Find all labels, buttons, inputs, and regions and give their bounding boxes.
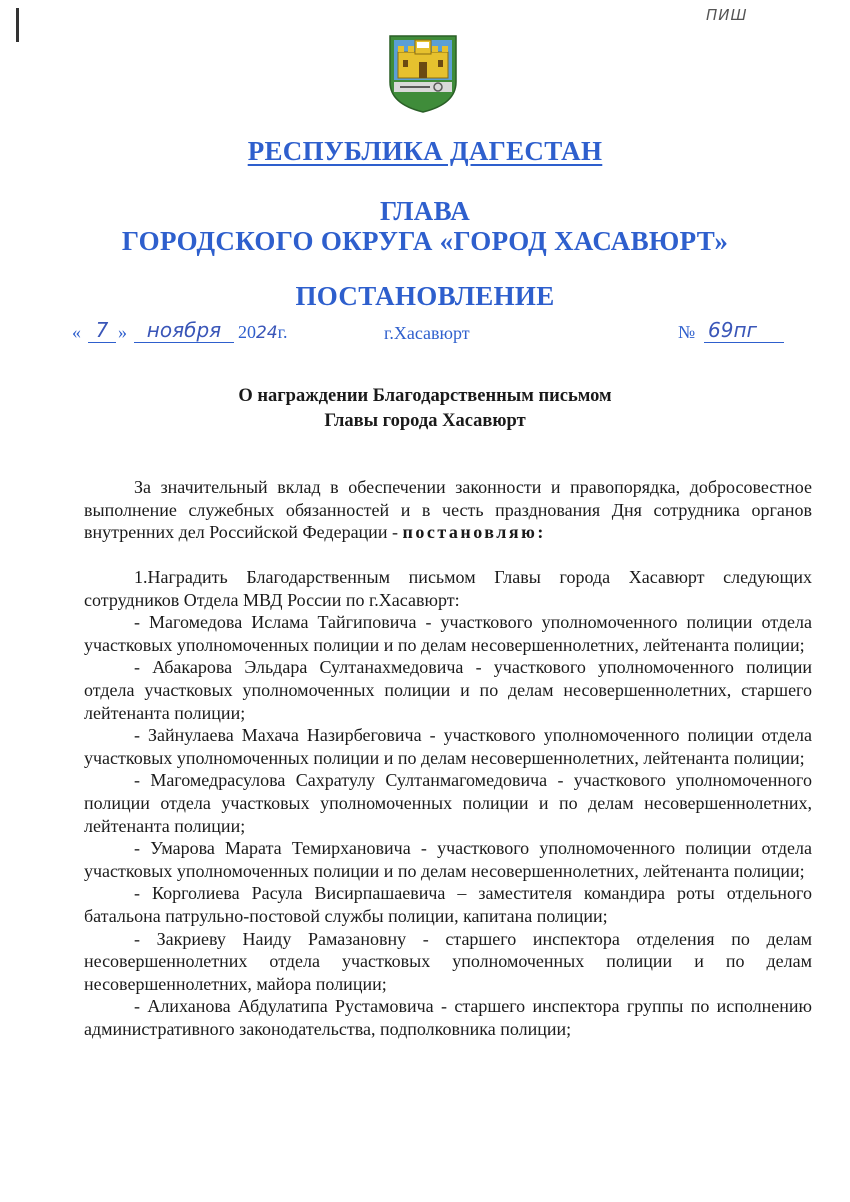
list-item: - Корголиева Расула Висирпашаевича – заместителя командира роты отдельного батальона патрульно-постовой службы полиции, капитана полиции; — [84, 883, 812, 926]
document-subject-line-2: Главы города Хасавюрт — [324, 411, 526, 431]
city-name: г.Хасавюрт — [384, 323, 470, 343]
list-item: - Умарова Марата Темирхановича - участкового уполномоченного полиции отдела участковых уполномоченных полиции и по делам несовершеннолетних, лейтенанта полиции; — [84, 838, 812, 881]
awardees-section — [84, 566, 812, 1040]
list-item: - Магомедрасулова Сахратулу Султанмагомедовича - участкового уполномоченного полиции отдела участковых уполномоченных полиции и по делам несовершеннолетних, лейтенанта полиции; — [84, 770, 812, 836]
list-item: - Зайнулаева Махача Назирбеговича - участкового уполномоченного полиции отдела участковых уполномоченных полиции и по делам несовершеннолетних, лейтенанта полиции; — [84, 725, 812, 768]
date-day: 7 — [88, 318, 116, 343]
head-title: ГЛАВА — [379, 196, 471, 226]
okrug-title: ГОРОДСКОГО ОКРУГА «ГОРОД ХАСАВЮРТ» — [121, 226, 729, 256]
document-type-title: ПОСТАНОВЛЕНИЕ — [295, 281, 555, 311]
date-month: ноября — [134, 318, 234, 343]
date-number-row — [0, 318, 850, 354]
number-sign: № — [678, 322, 696, 342]
list-item: - Алиханова Абдулатипа Рустамовича - старшего инспектора группы по исполнению административного законодательства, подполковника полиции; — [84, 996, 812, 1039]
intro-paragraph — [84, 476, 812, 544]
date-close-quote: » — [118, 322, 127, 342]
city-coat-of-arms-icon — [386, 32, 460, 114]
republic-heading: РЕСПУБЛИКА ДАГЕСТАН — [247, 136, 603, 166]
list-item: - Абакарова Эльдара Султанахмедовича - участкового уполномоченного полиции отдела участковых уполномоченных полиции и по делам несовершеннолетних, старшего лейтенанта полиции; — [84, 657, 812, 723]
intro-text: За значительный вклад в обеспечении законности и правопорядка, добросовестное выполнение служебных обязанностей и в честь празднования Дня сотрудника органов внутренних дел Российской Федерации - — [84, 477, 812, 543]
document-number: 69пг — [704, 318, 784, 343]
margin-mark — [16, 8, 19, 42]
list-item: - Магомедова Ислама Тайгиповича - участкового уполномоченного полиции отдела участковых уполномоченных полиции и по делам несовершеннолетних, лейтенанта полиции; — [84, 612, 812, 655]
list-item: - Закриеву Наиду Рамазановну - старшего инспектора отделения по делам несовершеннолетних отдела участковых уполномоченных полиции и по делам несовершеннолетних, майора полиции; — [84, 928, 812, 994]
decree-word: постановляю: — [402, 522, 546, 543]
date-open-quote: « — [72, 322, 81, 342]
date-year: 2024г. — [238, 322, 288, 343]
document-subject-line-1: О награждении Благодарственным письмом — [238, 386, 612, 406]
corner-handwritten-note: ПИШ — [706, 6, 748, 24]
point-1: 1.Наградить Благодарственным письмом Главы города Хасавюрт следующих сотрудников Отдела МВД России по г.Хасавюрт: — [84, 567, 812, 610]
